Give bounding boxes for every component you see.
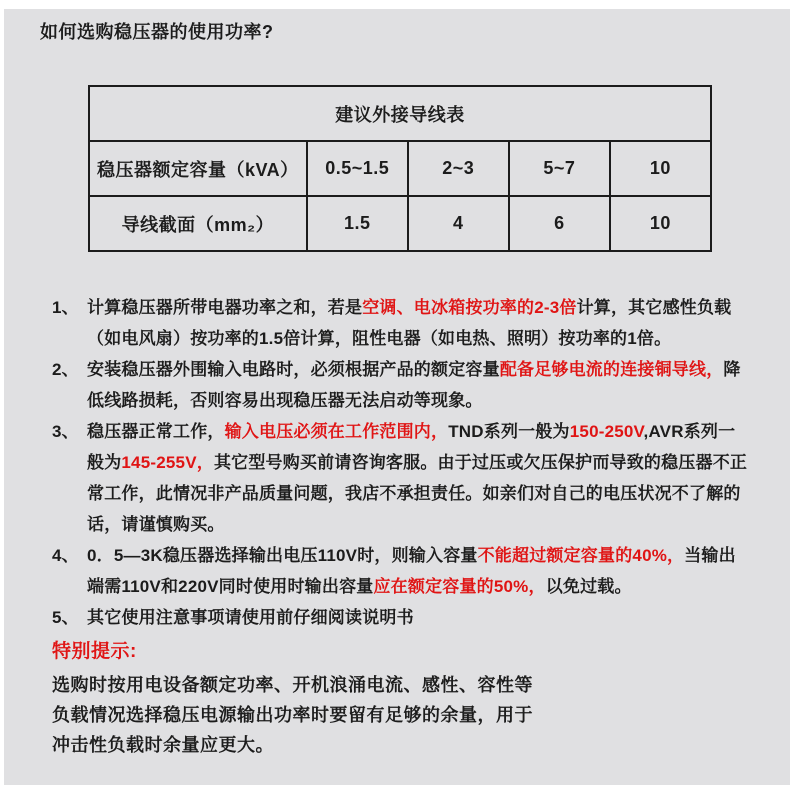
note-text (87, 292, 752, 354)
note-text-segment: 降低线路损耗，否则容易出现稳压器无法启动等现象。 (87, 360, 741, 410)
note-text-segment: 0．5—3K稳压器选择输出电压110V时，则输入容量 (87, 546, 478, 565)
notes-list (52, 292, 752, 633)
note-text (87, 354, 752, 416)
note-item (52, 416, 752, 540)
table-title-row (89, 86, 711, 141)
table-value-cell: 4 (408, 196, 509, 251)
special-note-line: 选购时按用电设备额定功率、开机浪涌电流、感性、容性等 (52, 675, 533, 695)
table-value-cell: 5~7 (509, 141, 610, 196)
table-title: 建议外接导线表 (89, 86, 711, 141)
table-value-cell: 0.5~1.5 (307, 141, 408, 196)
note-text-highlight: 150-250V (569, 422, 644, 441)
table-row (89, 196, 711, 251)
note-text-highlight: 不能超过额定容量的40%， (477, 546, 685, 565)
note-number: 4、 (52, 546, 79, 565)
note-number: 5、 (52, 608, 79, 627)
note-text-highlight: 应在额定容量的50%， (373, 577, 546, 596)
note-number: 1、 (52, 298, 79, 317)
special-note-line: 负载情况选择稳压电源输出功率时要留有足够的余量，用于 (52, 705, 533, 725)
recommended-wire-table (88, 85, 712, 252)
table-value-cell: 2~3 (408, 141, 509, 196)
table-value-cell: 6 (509, 196, 610, 251)
note-text-segment: 计算稳压器所带电器功率之和，若是 (87, 298, 363, 317)
note-text-segment: 以免过载。 (545, 577, 632, 596)
note-text (87, 540, 752, 602)
table-value-cell: 10 (610, 141, 711, 196)
note-text-segment: 其它型号购买前请咨询客服。由于过压或欠压保护而导致的稳压器不正常工作，此情况非产品质量问题，我店不承担责任。如亲们对自己的电压状况不了解的话，请谨慎购买。 (87, 453, 748, 534)
note-text-segment: TND系列一般为 (448, 422, 570, 441)
note-text-segment: 其它使用注意事项请使用前仔细阅读说明书 (87, 608, 414, 627)
table-value-cell: 10 (610, 196, 711, 251)
table-row (89, 141, 711, 196)
note-item (52, 354, 752, 416)
note-text-highlight: 空调、电冰箱按功率的2-3倍 (362, 298, 577, 317)
special-note-body (52, 670, 790, 760)
note-text-segment: 计算，其它感性负载（如电风扇）按功率的1.5倍计算，阻性电器（如电热、照明）按功率的1倍。 (87, 298, 732, 348)
special-note-line: 冲击性负载时余量应更大。 (52, 735, 274, 755)
note-item (52, 540, 752, 602)
page-title: 如何选购稳压器的使用功率? (40, 22, 274, 42)
note-item (52, 602, 752, 633)
note-text (87, 602, 752, 633)
note-number: 2、 (52, 360, 79, 379)
note-text-highlight: 输入电压必须在工作范围内， (224, 422, 449, 441)
note-text-segment: 稳压器正常工作， (87, 422, 225, 441)
note-text-segment: ,AVR系列一般为 (87, 422, 736, 472)
note-text (87, 416, 752, 540)
content-panel (4, 9, 790, 785)
table-row-label: 导线截面（mm₂） (89, 196, 307, 251)
note-text-highlight: 145-255V， (121, 453, 214, 472)
special-note-heading: 特别提示: (52, 641, 137, 662)
note-text-segment: 安装稳压器外围输入电路时，必须根据产品的额定容量 (87, 360, 500, 379)
note-item (52, 292, 752, 354)
note-text-highlight: 配备足够电流的连接铜导线， (499, 360, 724, 379)
table-row-label: 稳压器额定容量（kVA） (89, 141, 307, 196)
note-number: 3、 (52, 422, 79, 441)
note-text-segment: 当输出端需110V和220V同时使用时输出容量 (87, 546, 736, 596)
table-value-cell: 1.5 (307, 196, 408, 251)
